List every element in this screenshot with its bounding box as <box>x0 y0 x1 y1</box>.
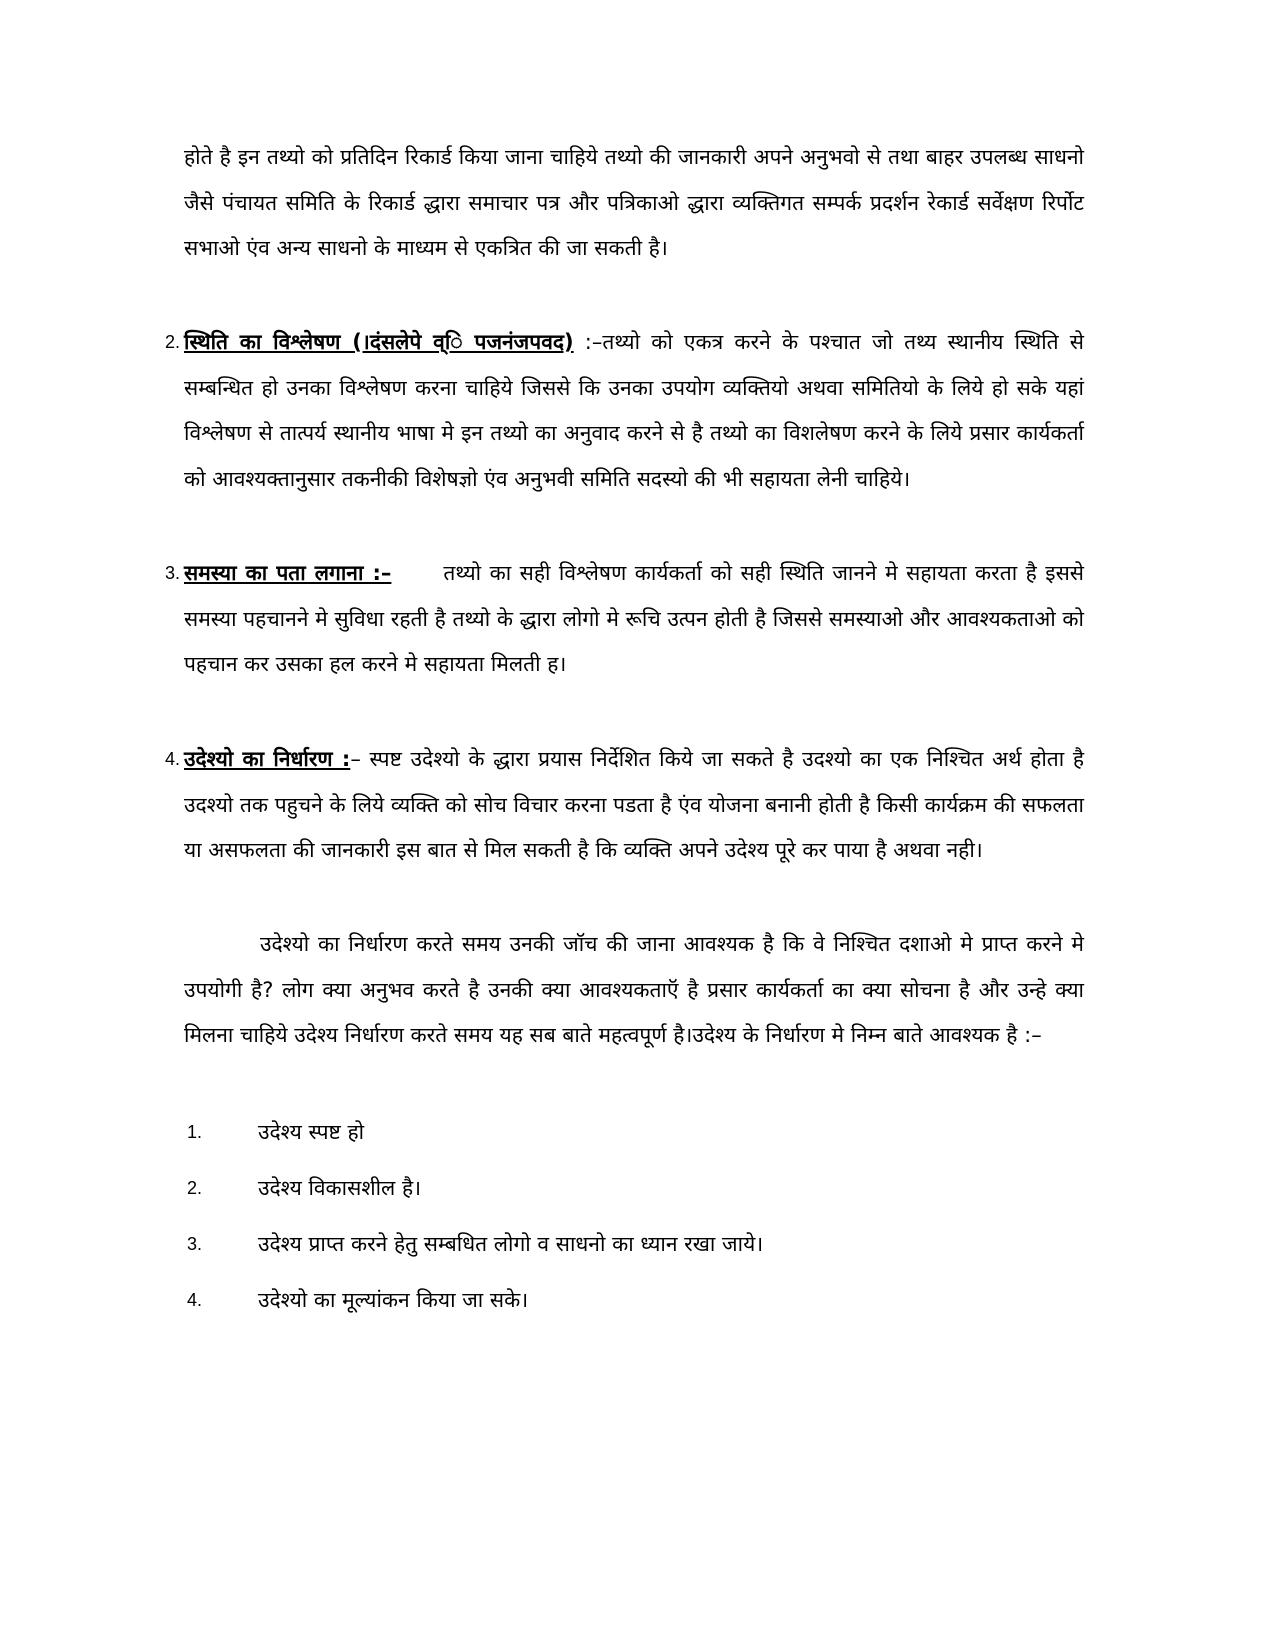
section-body: तथ्यो का सही विश्लेषण कार्यकर्ता को सही स्थिति जानने मे सहायता करता है इससे समस्या पहचानने मे सुविधा रहती है तथ्यो के द्धारा लोगो मे रूचि उत्पन होती है जिससे समस्याओ और आवश्यकताओ को पहचान कर उसका हल करने मे सहायता मिलती ह। <box>184 561 1084 676</box>
section-number: 3. <box>165 563 181 583</box>
section-problem <box>184 551 1084 688</box>
section-heading: समस्या का पता लगाना :– <box>184 561 392 585</box>
section-number: 4. <box>165 749 181 769</box>
list-number: 3. <box>187 1234 203 1254</box>
list-item: उदेश्य विकासशील है। <box>258 1176 422 1200</box>
list-item: उदेश्यो का मूल्यांकन किया जा सके। <box>258 1288 529 1312</box>
list-item: उदेश्य स्पष्ट हो <box>258 1120 365 1144</box>
list-number: 2. <box>187 1178 203 1198</box>
section-separator: – <box>350 747 370 771</box>
list-number: 1. <box>187 1122 203 1142</box>
paragraph-objectives: उदेश्यो का निर्धारण करते समय उनकी जॉच की जाना आवश्यक है कि वे निश्चित दशाओ मे प्राप्त करने मे उपयोगी है? लोग क्या अनुभव करते है उनकी क्या आवश्यकताऍ है प्रसार कार्यकर्ता का क्या सोचना है और उन्हे क्या मिलना चाहिये उदेश्य निर्धारण करते समय यह सब बाते महत्वपूर्ण है।उदेश्य के निर्धारण मे निम्न बाते आवश्यक है :– <box>184 932 1084 1047</box>
section-separator: :– <box>573 330 603 354</box>
section-analysis <box>184 320 1084 502</box>
list-number: 4. <box>187 1290 203 1310</box>
section-heading: स्थिति का विश्लेषण (।दंसलेपे व्ि‍ पजनंजपवद) <box>184 330 574 354</box>
section-body: तथ्यो को एकत्र करने के पश्चात जो तथ्य स्थानीय स्थिति से सम्बन्धित हो उनका विश्लेषण करना चाहिये जिससे कि उनका उपयोग व्यक्तियो अथवा समितियो के लिये हो सके यहां विश्लेषण से तात्पर्य स्थानीय भाषा मे इन तथ्यो का अनुवाद करने से है तथ्यो का विशलेषण करने के लिये प्रसार कार्यकर्ता को आवश्यक्तानुसार तकनीकी विशेषज्ञो एंव अनुभवी समिति सदस्यो की भी सहायता लेनी चाहिये। <box>184 330 1084 491</box>
paragraph-intro: होते है इन तथ्यो को प्रतिदिन रिकार्ड किया जाना चाहिये तथ्यो की जानकारी अपने अनुभवो से तथा बाहर उपलब्ध साधनो जैसे पंचायत समिति के रिकार्ड द्धारा समाचार पत्र और पत्रिकाओ द्धारा व्यक्तिगत सम्पर्क प्रदर्शन रेकार्ड सर्वेक्षण रिर्पोट सभाओ एंव अन्य साधनो के माध्यम से एकत्रित की जा सकती है। <box>184 145 1084 260</box>
list-item: उदेश्य प्राप्त करने हेतु सम्बधित लोगो व साधनो का ध्यान रखा जाये। <box>258 1232 764 1256</box>
section-objectives <box>184 737 1084 874</box>
section-body: स्पष्ट उदेश्यो के द्धारा प्रयास निर्देशित किये जा सकते है उदश्यो का एक निश्चित अर्थ होता है उदश्यो तक पहुचने के लिये व्यक्ति को सोच विचार करना पडता है एंव योजना बनानी होती है किसी कार्यक्रम की सफलता या असफलता की जानकारी इस बात से मिल सकती है कि व्यक्ति अपने उदेश्य पूरे कर पाया है अथवा नही। <box>184 747 1084 862</box>
section-heading: उदेश्यो का निर्धारण : <box>184 747 351 771</box>
section-number: 2. <box>165 332 181 352</box>
